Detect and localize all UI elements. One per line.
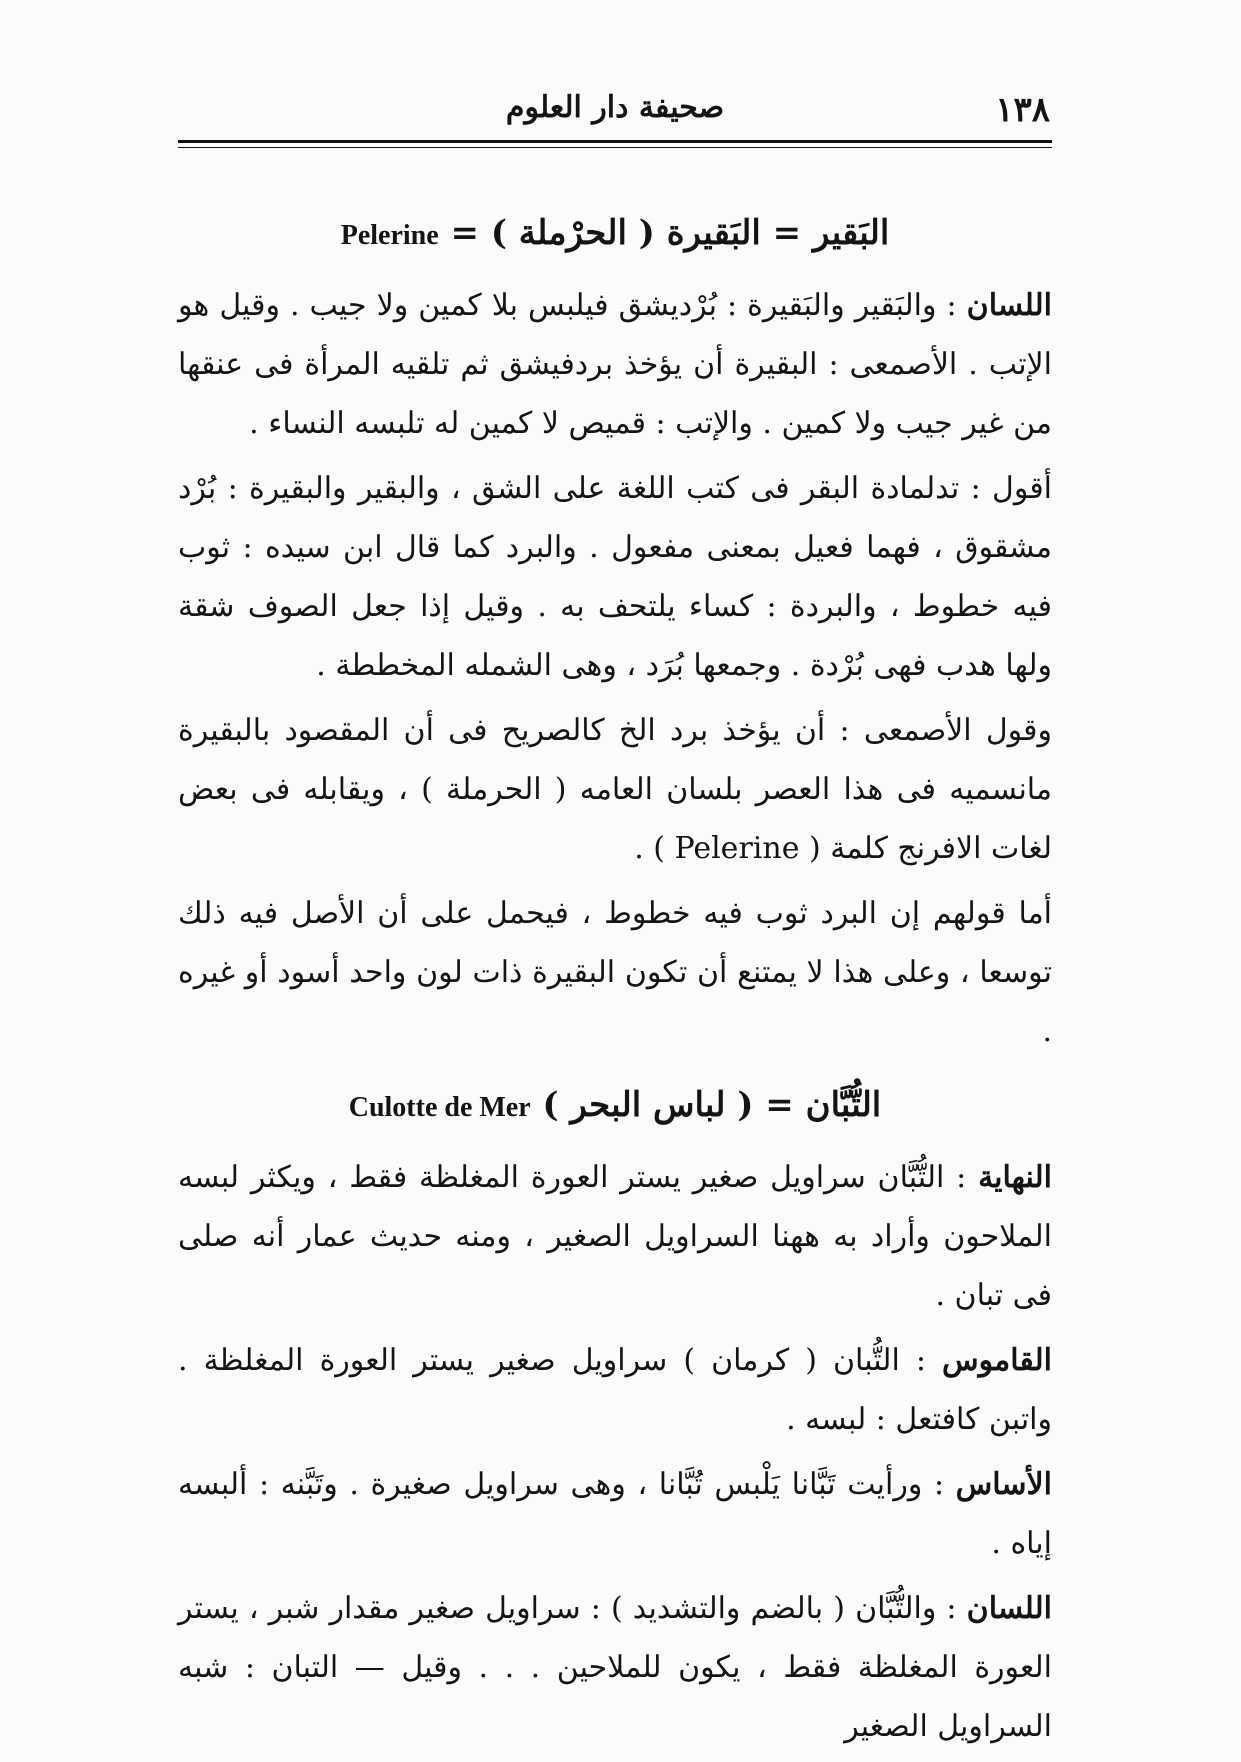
entry-heading [178,205,1052,264]
entry-heading-arabic: التُّبَّان = ( لباس البحر ) [542,1085,882,1125]
paragraph-text: : التُّبان ( كرمان ) سراويل صغير يستر العورة المغلظة . واتبن كافتعل : لبسه . [178,1343,1052,1437]
page-header [180,82,1050,132]
paragraph-text: : والتُّبَّان ( بالضم والتشديد ) : سراويل صغير مقدار شبر ، يستر العورة المغلظة فقط ، يكون للملاحين . . . وقيل — التبان : شبه السراويل الصغير [178,1591,1052,1744]
entry-heading-latin: Pelerine [340,220,439,251]
paragraph-text: أما قولهم إن البرد ثوب فيه خطوط ، فيحمل على أن الأصل فيه ذلك توسعا ، وعلى هذا لا يمتنع أن تكون البقيرة ذات لون واحد أسود أو غيره . [178,896,1052,1049]
source-label: القاموس [942,1343,1052,1378]
source-label: اللسان [966,1591,1052,1626]
source-label: الأساس [955,1467,1052,1502]
paragraph-text: وقول الأصمعى : أن يؤخذ برد الخ كالصريح فى أن المقصود بالبقيرة مانسميه فى هذا العصر بلسان العامه ( الحرملة ) ، ويقابله فى بعض لغات الافرنج كلمة ( Pelerine ) . [178,713,1052,866]
paragraph-text: أقول : تدلمادة البقر فى كتب اللغة على الشق ، والبقير والبقيرة : بُرْد مشقوق ، فهما فعيل بمعنى مفعول . والبرد كما قال ابن سيده : ثوب فيه خطوط ، والبردة : كساء يلتحف به . وقيل إذا جعل الصوف شقة ولها هدب فهى بُرْدة . وجمعها بُرَد ، وهى الشمله المخططة . [178,471,1052,683]
running-title: صحيفة دار العلوم [505,90,725,125]
paragraph [178,1331,1052,1449]
paragraph [178,1148,1052,1325]
source-label: اللسان [966,288,1052,323]
paragraph-text: : ورأيت تَبَّانا يَلْبس تُبَّانا ، وهى سراويل صغيرة . وتَبَّنه : ألبسه إياه . [178,1467,1052,1561]
paragraph [178,884,1052,1061]
paragraph [178,1579,1052,1756]
header-rule-thin [178,147,1052,148]
paragraph [178,459,1052,695]
paragraph-text: : التُّبَّان سراويل صغير يستر العورة المغلظة فقط ، ويكثر لبسه الملاحون وأراد به ههنا السراويل الصغير ، ومنه حديث عمار أنه صلى فى تبان . [178,1160,1052,1313]
source-label: النهاية [978,1160,1052,1195]
header-rule [178,140,1052,143]
page-number: ١٣٨ [995,90,1050,130]
paragraph [178,1455,1052,1573]
entry-heading-latin: Culotte de Mer [348,1092,531,1123]
entry-heading [178,1077,1052,1136]
entry-heading-arabic: البَقير = البَقيرة ( الحرْملة ) = [450,213,890,253]
paragraph [178,276,1052,453]
paragraph [178,701,1052,878]
page-body [178,205,1052,1762]
paragraph-text: : والبَقير والبَقيرة : بُرْديشق فيلبس بلا كمين ولا جيب . وقيل هو الإتب . الأصمعى : البقيرة أن يؤخذ بردفيشق ثم تلقيه المرأة فى عنقها من غير جيب ولا كمين . والإتب : قميص لا كمين له تلبسه النساء . [178,288,1052,441]
